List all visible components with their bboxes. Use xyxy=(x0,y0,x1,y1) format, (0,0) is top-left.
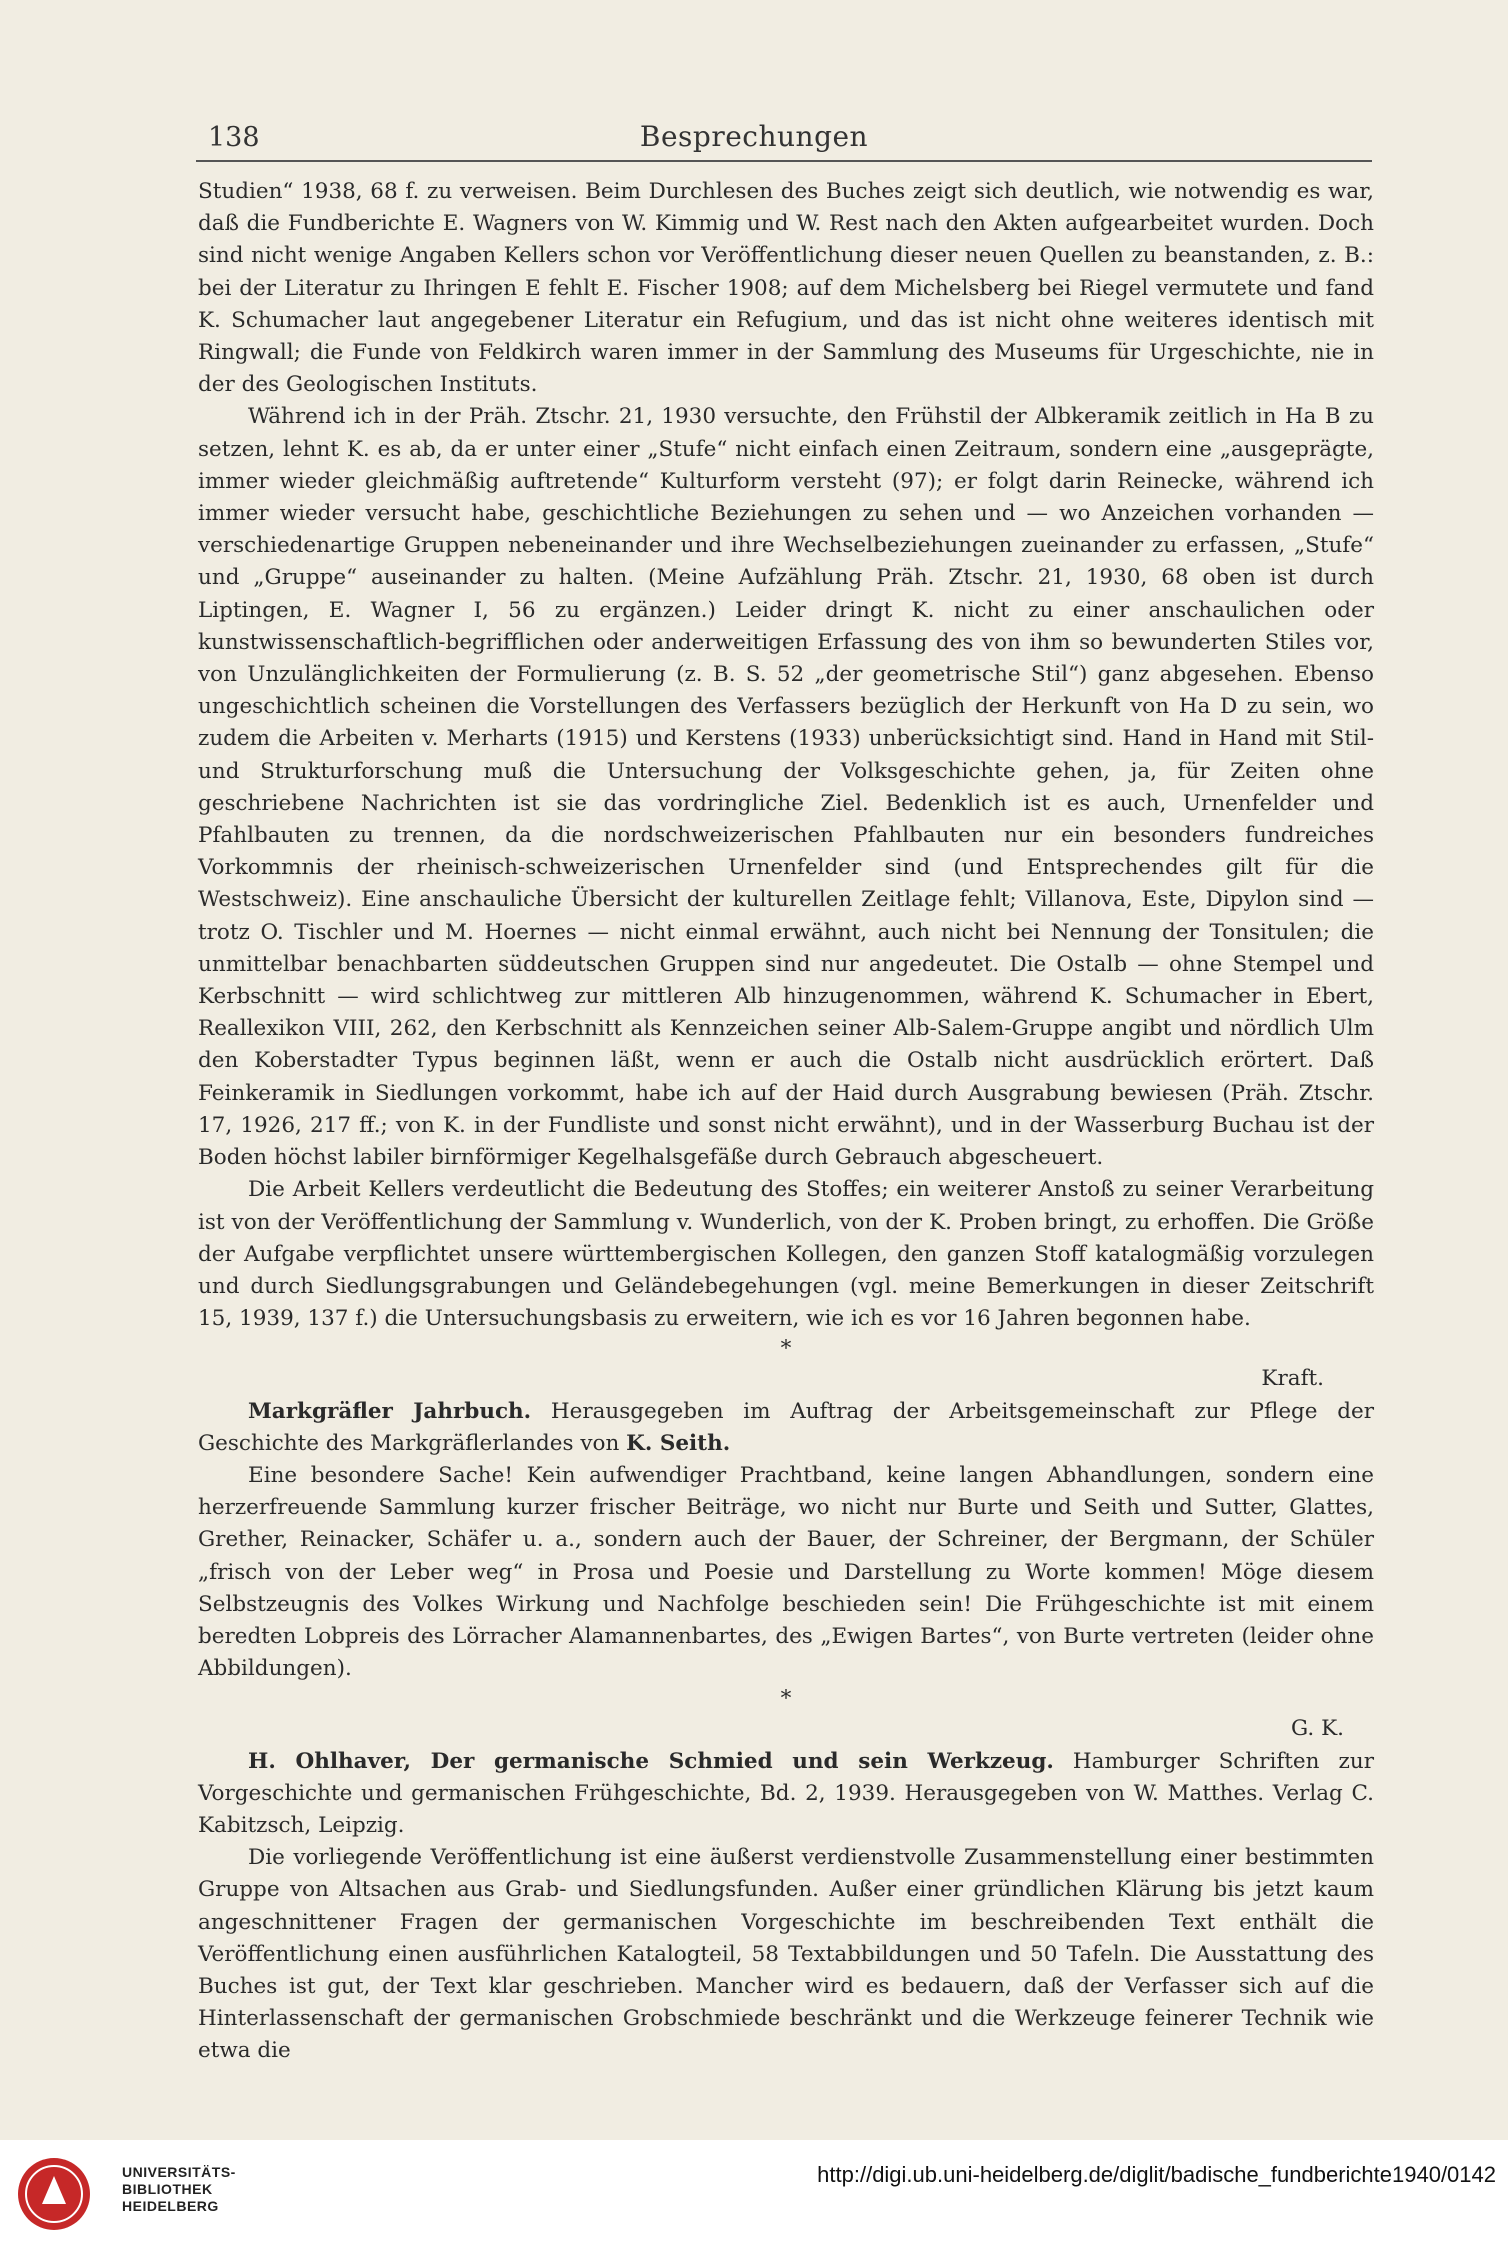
signature: G. K. xyxy=(1291,1716,1344,1742)
paragraph: Die vorliegende Veröffentlichung ist eine äußerst verdienstvolle Zusammenstellung einer bestimmten Gruppe von Altsachen aus Grab- und Siedlungsfunden. Außer einer gründlichen Klärung bis jetzt kaum angeschnittener Fragen der germanischen Vorgeschichte im beschreibenden Text enthält die Veröffentlichung einen ausführlichen Katalogteil, 58 Textabbildungen und 50 Tafeln. Die Ausstattung des Buches ist gut, der Text klar geschrieben. Mancher wird es bedauern, daß der Verfasser sich auf die Hinterlassenschaft der germanischen Grobschmiede beschränkt und die Werkzeuge feinerer Technik wie etwa die xyxy=(198,1845,1374,2064)
university-seal-icon xyxy=(14,2154,94,2234)
paragraph: Die Arbeit Kellers verdeutlicht die Bedeutung des Stoffes; ein weiterer Anstoß zu seiner Verarbeitung ist von der Veröffentlichung der Sammlung v. Wunderlich, von der K. Proben bringt, zu erhoffen. Die Größe der Aufgabe verpflichtet unsere württembergischen Kollegen, den ganzen Stoff katalogmäßig vorzulegen und durch Siedlungsgrabungen und Geländebegehungen (vgl. meine Bemerkungen in dieser Zeitschrift 15, 1939, 137 f.) die Untersuchungsbasis zu erweitern, wie ich es vor 16 Jahren begonnen habe. xyxy=(198,1177,1374,1332)
review-meta: Hamburger Schriften zur Vorgeschichte und germanischen Frühgeschichte, Bd. 2, 1939. Herausgegeben von W. Matthes. Verlag C. Kabitzsch, Leipzig. xyxy=(198,1748,1374,1838)
article-body xyxy=(198,176,1374,2068)
separator-star: * xyxy=(780,1686,792,1712)
review-heading xyxy=(198,1396,1374,1460)
review-title: H. Ohlhaver, Der germanische Schmied und sein Werkzeug. xyxy=(248,1748,1054,1774)
page-number: 138 xyxy=(208,122,260,153)
running-title: Besprechungen xyxy=(639,120,869,153)
source-url-link[interactable]: http://digi.ub.uni-heidelberg.de/diglit/badische_fundberichte1940/0142 xyxy=(817,2162,1496,2187)
signature: Kraft. xyxy=(1261,1366,1324,1392)
review-meta: Herausgegeben im Auftrag der Arbeitsgemeinschaft zur Pflege der Geschichte des Markgräflerlandes von xyxy=(198,1398,1374,1456)
library-logo-text: UNIVERSITÄTS- BIBLIOTHEK HEIDELBERG xyxy=(122,2164,236,2214)
review-title: Markgräfler Jahrbuch. xyxy=(248,1398,532,1424)
separator-star: * xyxy=(780,1336,792,1362)
paragraph: Während ich in der Präh. Ztschr. 21, 1930 versuchte, den Frühstil der Albkeramik zeitlich in Ha B zu setzen, lehnt K. es ab, da er unter einer „Stufe“ nicht einfach einen Zeitraum, sondern eine „ausgeprägte, immer wieder gleichmäßig auftretende“ Kulturform versteht (97); er folgt darin Reinecke, während ich immer wieder versucht habe, geschichtliche Beziehungen zu sehen und — wo Anzeichen vorhanden — verschiedenartige Gruppen nebeneinander und ihre Wechselbeziehungen zueinander zu erfassen, „Stufe“ und „Gruppe“ auseinander zu halten. (Meine Aufzählung Präh. Ztschr. 21, 1930, 68 oben ist durch Liptingen, E. Wagner I, 56 zu ergänzen.) Leider dringt K. nicht zu einer anschaulichen oder kunstwissenschaftlich-begrifflichen oder anderweitigen Erfassung des von ihm so bewunderten Stiles vor, von Unzulänglichkeiten der Formulierung (z. B. S. 52 „der geometrische Stil“) ganz abgesehen. Ebenso ungeschichtlich scheinen die Vorstellungen des Verfassers bezüglich der Herkunft von Ha D zu sein, wo zudem die Arbeiten v. Merharts (1915) und Kerstens (1933) unberücksichtigt sind. Hand in Hand mit Stil- und Strukturforschung muß die Untersuchung der Volksgeschichte gehen, ja, für Zeiten ohne geschriebene Nachrichten ist sie das vordringliche Ziel. Bedenklich ist es auch, Urnenfelder und Pfahlbauten zu trennen, da die nordschweizerischen Pfahlbauten nur ein besonders fundreiches Vorkommnis der rheinisch-schweizerischen Urnenfelder sind (und Entsprechendes gilt für die Westschweiz). Eine anschauliche Übersicht der kulturellen Zeitlage fehlt; Villanova, Este, Dipylon sind — trotz O. Tischler und M. Hoernes — nicht einmal erwähnt, auch nicht bei Nennung der Tonsitulen; die unmittelbar benachbarten süddeutschen Gruppen sind nur angedeutet. Die Ostalb — ohne Stempel und Kerbschnitt — wird schlichtweg zur mittleren Alb hinzugenommen, während K. Schumacher in Ebert, Reallexikon VIII, 262, den Kerbschnitt als Kennzeichen seiner Alb-Salem-Gruppe angibt und nördlich Ulm den Koberstadter Typus beginnen läßt, wenn er auch die Ostalb nicht ausdrücklich erörtert. Daß Feinkeramik in Siedlungen vorkommt, habe ich auf der Haid durch Ausgrabung bewiesen (Präh. Ztschr. 17, 1926, 217 ff.; von K. in der Fundliste und sonst nicht erwähnt), und in der Wasserburg Buchau ist der Boden höchst labiler birnförmiger Kegelhalsgefäße durch Gebrauch abgescheuert. xyxy=(198,404,1374,1171)
paragraph: Studien“ 1938, 68 f. zu verweisen. Beim Durchlesen des Buches zeigt sich deutlich, wie notwendig es war, daß die Fundberichte E. Wagners von W. Kimmig und W. Rest nach den Akten aufgearbeitet wurden. Doch sind nicht wenige Angaben Kellers schon vor Veröffentlichung dieser neuen Quellen zu beanstanden, z. B.: bei der Literatur zu Ihringen E fehlt E. Fischer 1908; auf dem Michelsberg bei Riegel vermutete und fand K. Schumacher laut angegebener Literatur ein Refugium, und das ist nicht ohne weiteres identisch mit Ringwall; die Funde von Feldkirch waren immer in der Sammlung des Museums für Urgeschichte, nie in der des Geologischen Instituts. xyxy=(198,179,1374,398)
footer-bar xyxy=(0,2140,1508,2244)
header-rule xyxy=(196,160,1372,162)
paragraph: Eine besondere Sache! Kein aufwendiger Prachtband, keine langen Abhandlungen, sondern eine herzerfreuende Sammlung kurzer frischer Beiträge, wo nicht nur Burte und Seith und Sutter, Glattes, Grether, Reinacker, Schäfer u. a., sondern auch der Bauer, der Schreiner, der Bergmann, der Schüler „frisch von der Leber weg“ in Prosa und Poesie und Darstellung zu Worte kommen! Möge diesem Selbstzeugnis des Volkes Wirkung und Nachfolge beschieden sein! Die Frühgeschichte ist mit einem beredten Lobpreis des Lörracher Alamannenbartes, des „Ewigen Bartes“, von Burte vertreten (leider ohne Abbildungen). xyxy=(198,1462,1374,1682)
review-editor: K. Seith. xyxy=(626,1430,731,1456)
review-heading xyxy=(198,1746,1374,1843)
